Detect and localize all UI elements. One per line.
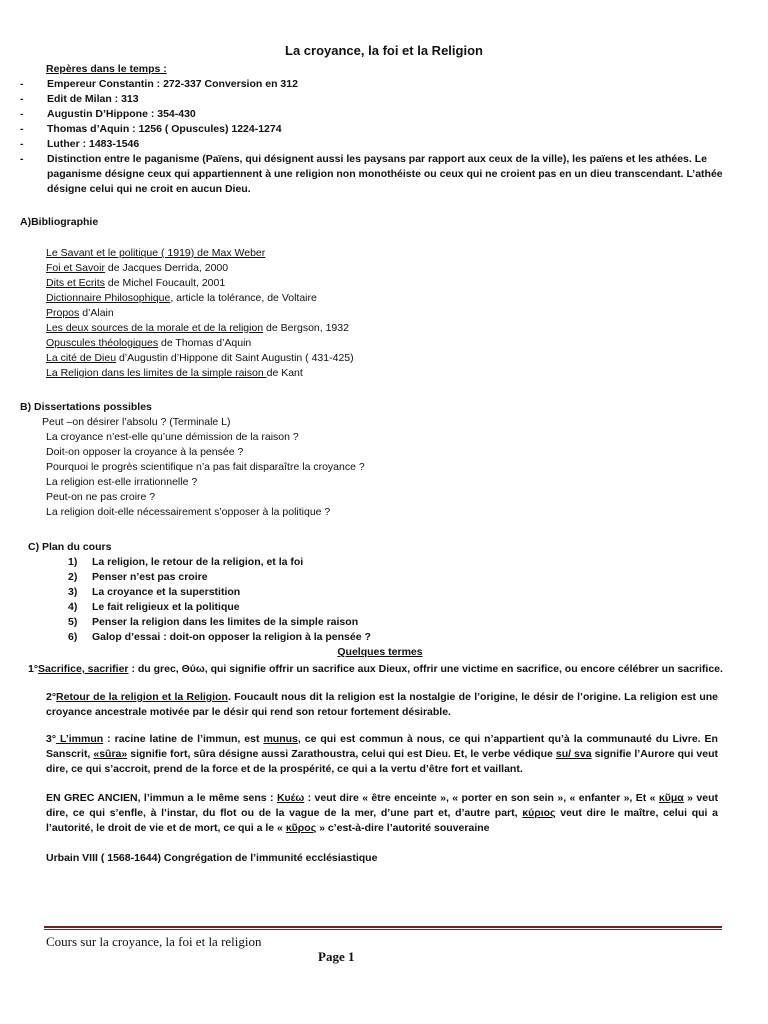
plan-item: 2) Penser n’est pas croire bbox=[68, 571, 208, 583]
bib-item: Propos d’Alain bbox=[46, 307, 114, 319]
terme-grec-ancien: EN GREC ANCIEN, l’immun a le même sens : Kυέω : veut dire « être enceinte », « porter en son sein », « enfanter », Et « κῦμα » veut dire, ce qui s’enfle, à l’instar, du flot ou de la vague de la mer, d’une part et, d’autre part, κύριος veut dire le maître, celui qui a l’autorité, le droit de vie et de mort, ce qui a le « κῦρος » c’est-à-dire l’autorité souveraine bbox=[46, 792, 719, 834]
terme-sacrifice: 1°Sacrifice, sacrifier : du grec, Θύω, qui signifie offrir un sacrifice aux Dieux, offrir une victime en sacrifice, ou encore célébrer un sacrifice. bbox=[28, 663, 723, 675]
terme-urbain: Urbain VIII ( 1568-1644) Congrégation de l’immunité ecclésiastique bbox=[46, 852, 378, 864]
terme-immun: 3° L’immun : racine latine de l’immun, est munus, ce qui est commun à nous, ce qui n’appartient qu’à la communauté du Livre. En Sanscrit, «sûra» signifie fort, sûra désigne aussi Zarathoustra, celui qui est Dieu. Et, le verbe védique su/ sva signifie l’Aurore qui veut dire, ce qui s’accroit, prend de la force et de la prospérité, ce qui a la vertu d’être fort et vaillant. bbox=[46, 733, 718, 775]
bib-item: Dits et Ecrits de Michel Foucault, 2001 bbox=[46, 277, 226, 289]
repere-item: - Empereur Constantin : 272-337 Conversion en 312 bbox=[20, 78, 298, 90]
bib-item: Foi et Savoir de Jacques Derrida, 2000 bbox=[46, 262, 229, 274]
dissertation-item: Doit-on opposer la croyance à la pensée ? bbox=[46, 446, 244, 458]
bibliographie-list bbox=[20, 246, 766, 381]
footer-rule-thin bbox=[44, 929, 722, 930]
plan-item: 5) Penser la religion dans les limites de la simple raison bbox=[68, 616, 359, 628]
bib-item: Les deux sources de la morale et de la religion de Bergson, 1932 bbox=[46, 322, 349, 334]
dissertation-item: La religion est-elle irrationnelle ? bbox=[46, 476, 198, 488]
bib-item: La Religion dans les limites de la simple raison de Kant bbox=[46, 367, 303, 379]
distinction-paragraph: - Distinction entre le paganisme (Païens, qui désignent aussi les paysans par rapport aux ceux de la ville), les païens et les athées. Le paganisme désigne ceux qui appartiennent à une religion non monothéiste ou ceux qui ne croient pas en un dieu transcendant. L’athée désigne celui qui ne croit en aucun Dieu. bbox=[20, 153, 723, 195]
dissertation-item: La religion doit-elle nécessairement s’opposer à la politique ? bbox=[46, 506, 331, 518]
bibliographie-heading: A)Bibliographie bbox=[20, 216, 99, 228]
page-number: Page 1 bbox=[318, 949, 355, 964]
terme-retour-religion: 2°Retour de la religion et la Religion. Foucault nous dit la religion est la nostalgie de l’origine, le désir de l’origine. La religion est une croyance ancestrale motivée par le désir qui rend son retour fortement désirable. bbox=[46, 691, 718, 718]
dissertation-item: La croyance n’est-elle qu’une démission de la raison ? bbox=[46, 431, 299, 443]
plan-section bbox=[20, 540, 740, 660]
dissertation-item: Pourquoi le progrès scientifique n’a pas fait disparaître la croyance ? bbox=[46, 461, 365, 473]
bib-item: Dictionnaire Philosophique, article la tolérance, de Voltaire bbox=[46, 292, 317, 304]
termes-heading: Quelques termes bbox=[337, 646, 423, 658]
reperes-section bbox=[20, 62, 740, 197]
repere-item: - Edit de Milan : 313 bbox=[20, 93, 139, 105]
repere-item: - Luther : 1483-1546 bbox=[20, 138, 140, 150]
reperes-heading: Repères dans le temps : bbox=[46, 63, 167, 75]
page-title: La croyance, la foi et la Religion bbox=[285, 43, 483, 58]
plan-item: 1) La religion, le retour de la religion, et la foi bbox=[68, 556, 304, 568]
plan-item: 4) Le fait religieux et la politique bbox=[68, 601, 240, 613]
dissertations-heading: B) Dissertations possibles bbox=[20, 401, 152, 413]
dissertations-section bbox=[20, 400, 740, 520]
dissertation-item: Peut-on ne pas croire ? bbox=[46, 491, 156, 503]
plan-item: 6) Galop d’essai : doit-on opposer la religion à la pensée ? bbox=[68, 631, 371, 643]
footer-title: Cours sur la croyance, la foi et la religion bbox=[46, 934, 262, 949]
bibliographie-section bbox=[20, 215, 740, 230]
bib-item: La cité de Dieu d’Augustin d’Hippone dit Saint Augustin ( 431-425) bbox=[46, 352, 354, 364]
footer-rule bbox=[44, 926, 722, 928]
bib-item: Le Savant et le politique ( 1919) de Max Weber bbox=[46, 247, 266, 259]
repere-item: - Thomas d’Aquin : 1256 ( Opuscules) 1224-1274 bbox=[20, 123, 282, 135]
plan-item: 3) La croyance et la superstition bbox=[68, 586, 241, 598]
bib-item: Opuscules théologiques de Thomas d’Aquin bbox=[46, 337, 252, 349]
dissertation-item: Peut –on désirer l’absolu ? (Terminale L) bbox=[42, 416, 231, 428]
repere-item: - Augustin D’Hippone : 354-430 bbox=[20, 108, 196, 120]
plan-heading: C) Plan du cours bbox=[28, 541, 112, 553]
